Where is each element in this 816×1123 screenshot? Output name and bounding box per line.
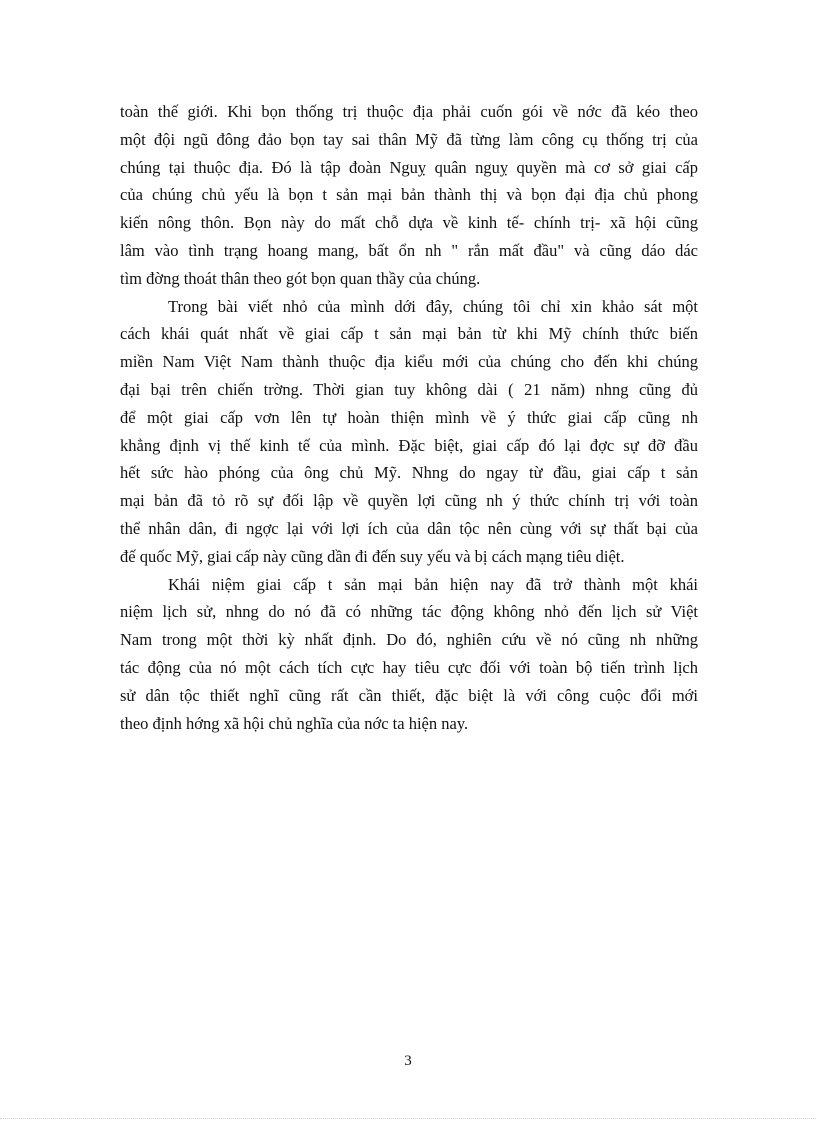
text-line: hết sức hào phóng của ông chủ Mỹ. Nhng do ngay từ đầu, giai cấp t sản: [120, 463, 698, 483]
text-line: Nam trong một thời kỳ nhất định. Do đó, nghiên cứu về nó cũng nh những: [120, 630, 698, 650]
text-line: theo định hớng xã hội chủ nghĩa của nớc ta hiện nay.: [120, 713, 469, 733]
text-line: miền Nam Việt Nam thành thuộc địa kiểu mới của chúng cho đến khi chúng: [120, 352, 698, 372]
text-line: niệm lịch sử, nhng do nó đã có những tác động không nhỏ đến lịch sử Việt: [120, 602, 698, 622]
text-line: lâm vào tình trạng hoang mang, bất ổn nh " rắn mất đầu" và cũng dáo dác: [120, 240, 698, 260]
text-line: kiến nông thôn. Bọn này do mất chỗ dựa về kinh tế- chính trị- xã hội cũng: [120, 213, 698, 233]
paragraph: [120, 98, 698, 293]
text-line: toàn thế giới. Khi bọn thống trị thuộc địa phải cuốn gói về nớc đã kéo theo: [120, 102, 698, 121]
body-text: [120, 98, 698, 737]
text-line: thể nhân dân, đi ngợc lại với lợi ích của dân tộc nên cùng với sự thất bại của: [120, 518, 698, 538]
text-line: tác động của nó một cách tích cực hay tiêu cực đối với toàn bộ tiến trình lịch: [120, 657, 698, 677]
text-line: sử dân tộc thiết nghĩ cũng rất cần thiết, đặc biệt là với công cuộc đổi mới: [120, 685, 698, 705]
text-line: khẳng định vị thế kinh tế của mình. Đặc biệt, giai cấp đó lại đợc sự đỡ đầu: [120, 435, 698, 455]
page-number: 3: [404, 1053, 412, 1069]
page-bottom-divider: [0, 1118, 816, 1119]
text-line: mại bản đã tỏ rõ sự đối lập về quyền lợi cũng nh ý thức chính trị với toàn: [120, 491, 698, 511]
text-line: để một giai cấp vơn lên tự hoàn thiện mình về ý thức giai cấp cũng nh: [120, 407, 698, 427]
text-line: cách khái quát nhất về giai cấp t sản mại bản từ khi Mỹ chính thức biến: [120, 324, 698, 344]
text-line: chúng tại thuộc địa. Đó là tập đoàn Nguỵ quân nguỵ quyền mà cơ sở giai cấp: [120, 157, 698, 177]
text-line: của chúng chủ yếu là bọn t sản mại bản thành thị và bọn đại địa chủ phong: [120, 185, 698, 205]
text-line: đế quốc Mỹ, giai cấp này cũng dần đi đến suy yếu và bị cách mạng tiêu diệt.: [120, 546, 625, 566]
text-line: tìm đờng thoát thân theo gót bọn quan thầy của chúng.: [120, 268, 481, 288]
text-line: đại bại trên chiến trờng. Thời gian tuy không dài ( 21 năm) nhng cũng đủ: [120, 379, 698, 399]
paragraph: [120, 571, 698, 738]
paragraph: [120, 293, 698, 571]
text-line: Khái niệm giai cấp t sản mại bản hiện nay đã trở thành một khái: [168, 574, 698, 594]
text-line: một đội ngũ đông đảo bọn tay sai thân Mỹ đã từng làm công cụ thống trị của: [120, 129, 698, 149]
text-line: Trong bài viết nhỏ của mình dới đây, chúng tôi chỉ xin khảo sát một: [168, 296, 698, 316]
